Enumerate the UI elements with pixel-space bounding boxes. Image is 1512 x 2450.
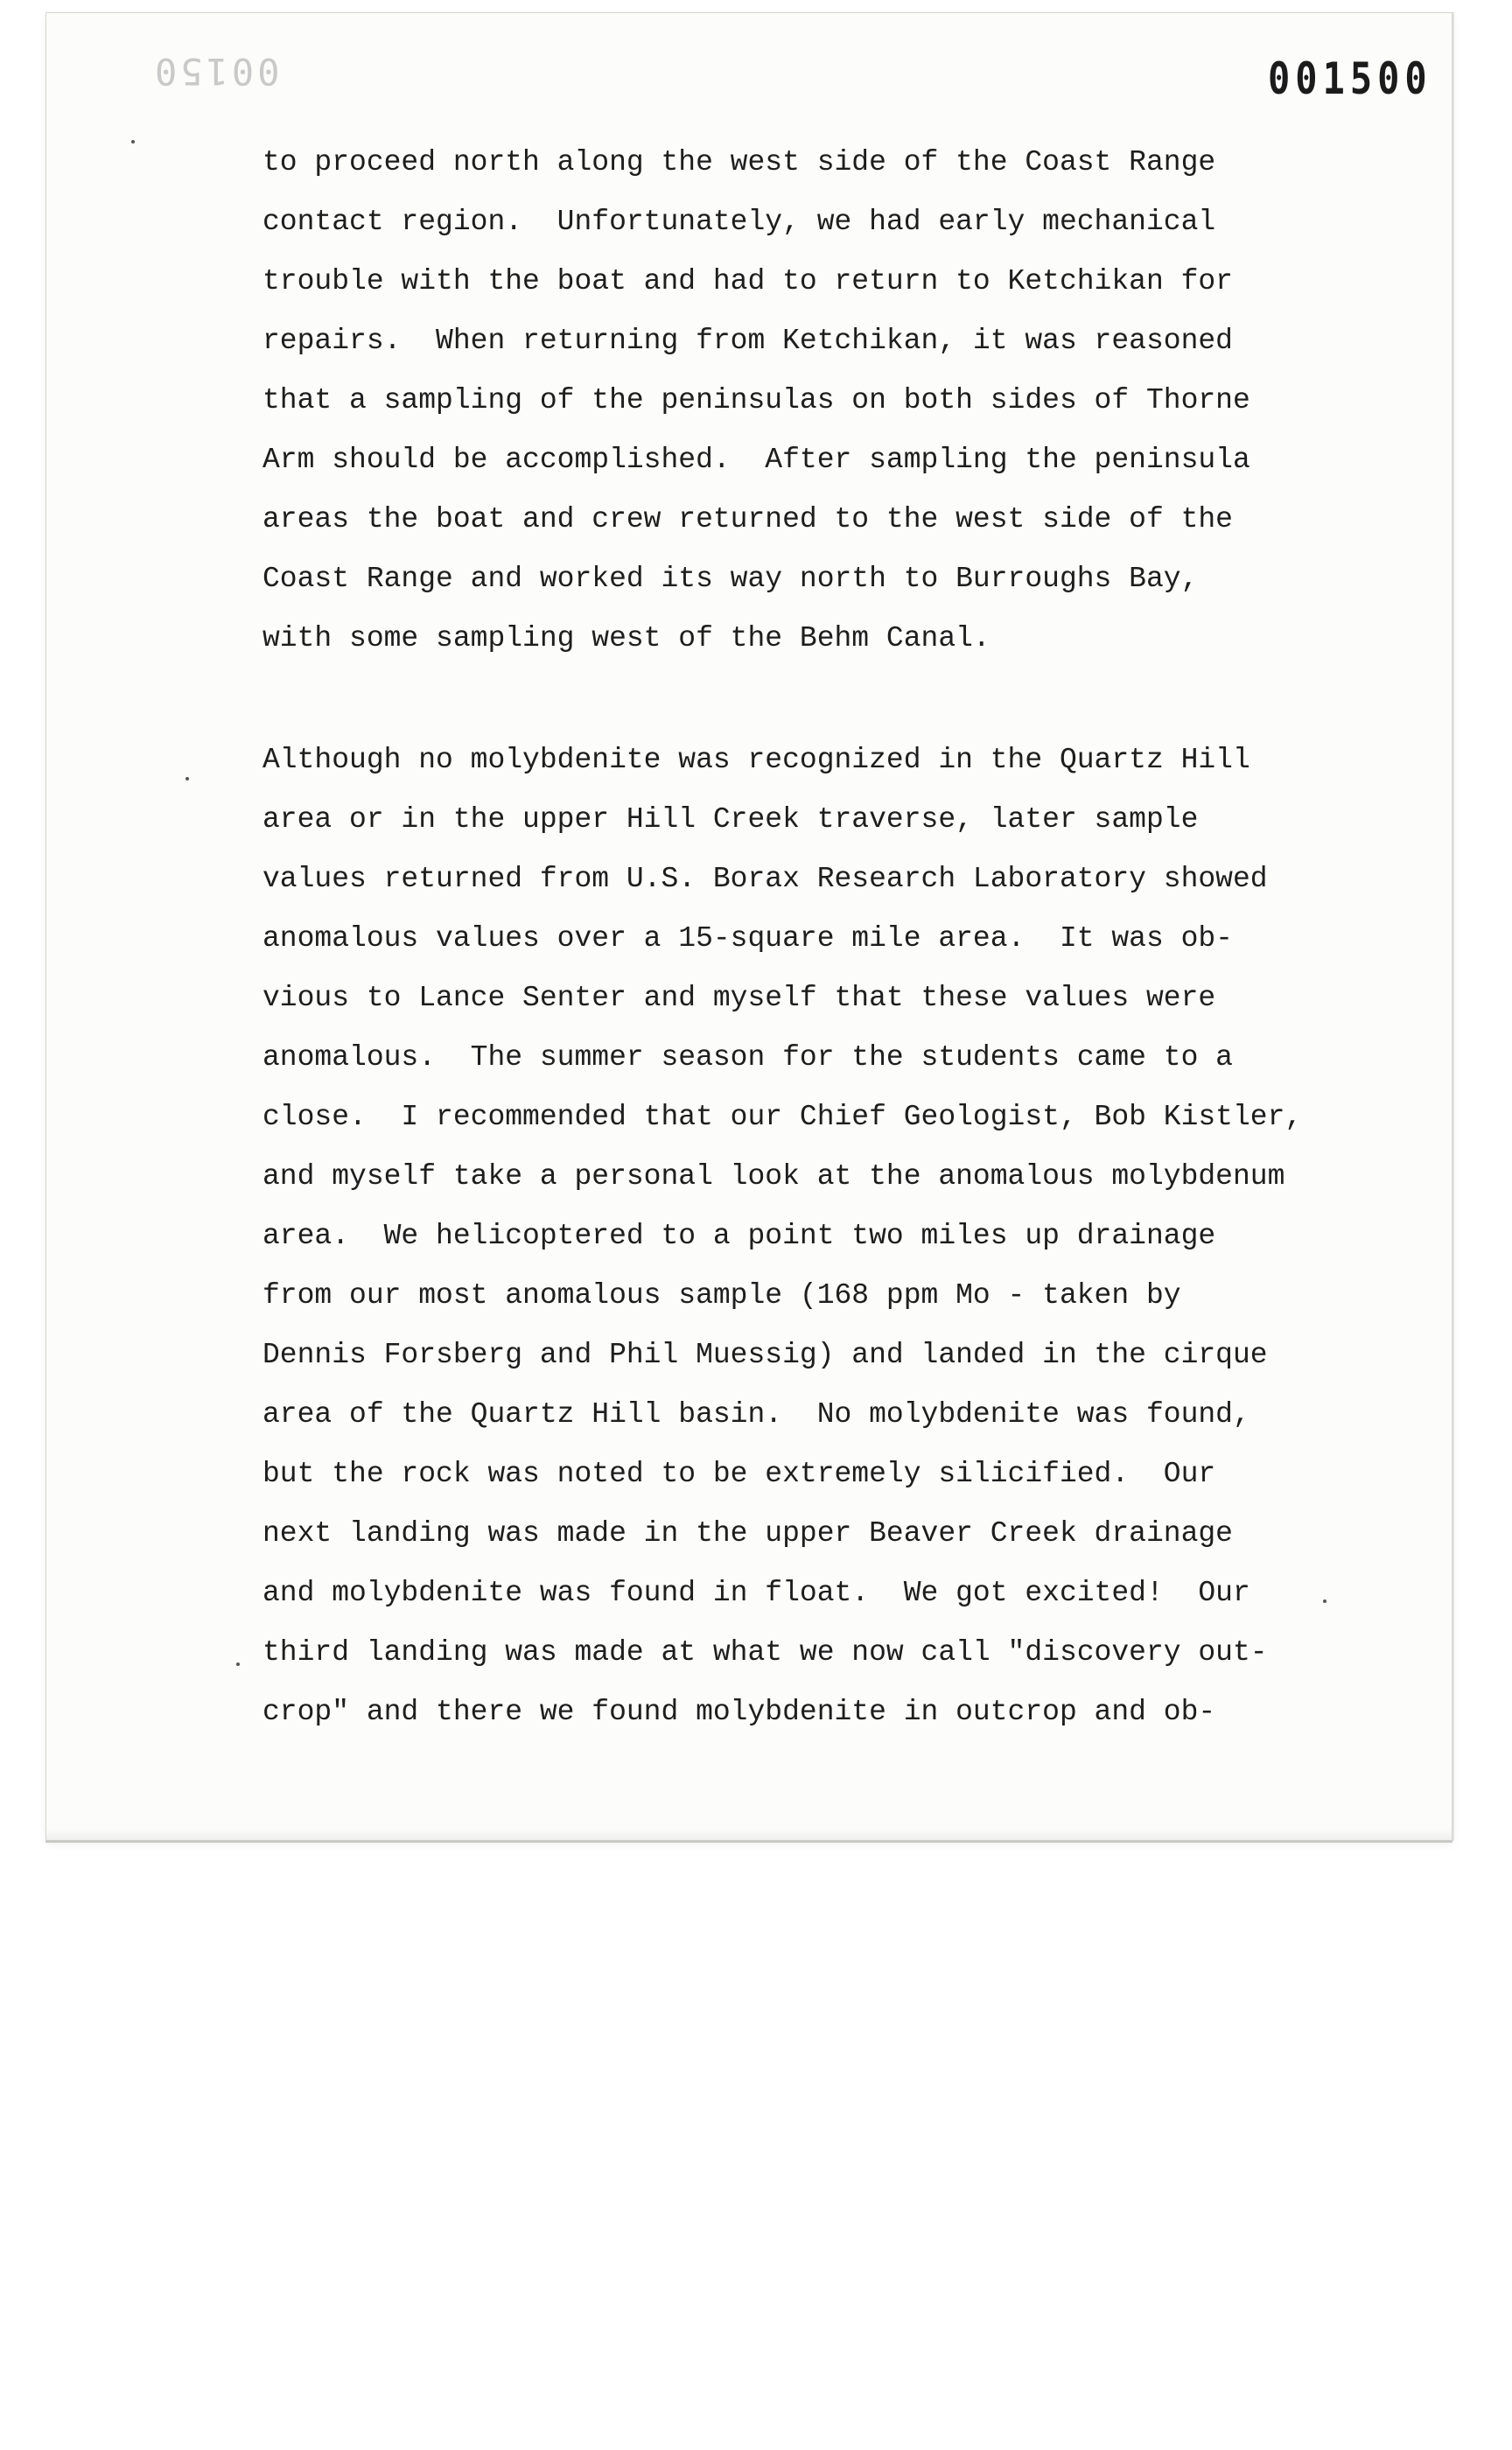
page-number-stamp: 001500 xyxy=(1268,53,1432,104)
text-line: area. We helicoptered to a point two miles up drainage xyxy=(262,1220,1216,1252)
text-line: close. I recommended that our Chief Geologist, Bob Kistler, xyxy=(262,1101,1303,1133)
text-line: areas the boat and crew returned to the west side of the xyxy=(262,503,1233,536)
text-line: to proceed north along the west side of the Coast Range xyxy=(262,146,1216,178)
paragraph-boat-trip xyxy=(262,133,1250,668)
scan-speck xyxy=(1323,1600,1326,1603)
text-line: and myself take a personal look at the anomalous molybdenum xyxy=(262,1160,1285,1193)
paragraph-discovery xyxy=(262,731,1302,1742)
text-line: anomalous. The summer season for the students came to a xyxy=(262,1041,1233,1074)
text-line: third landing was made at what we now call "discovery out- xyxy=(262,1636,1268,1669)
text-line: from our most anomalous sample (168 ppm Mo - taken by xyxy=(262,1279,1181,1312)
text-line: Dennis Forsberg and Phil Muessig) and landed in the cirque xyxy=(262,1339,1268,1371)
scan-speck xyxy=(131,140,135,144)
text-line: crop" and there we found molybdenite in outcrop and ob- xyxy=(262,1696,1216,1728)
text-line: that a sampling of the peninsulas on both sides of Thorne xyxy=(262,384,1250,416)
text-line: and molybdenite was found in float. We got excited! Our xyxy=(262,1577,1250,1609)
bleed-through-stamp: 00150 xyxy=(151,50,280,93)
text-line: Coast Range and worked its way north to Burroughs Bay, xyxy=(262,563,1199,595)
text-line: trouble with the boat and had to return to Ketchikan for xyxy=(262,265,1233,298)
text-line: Although no molybdenite was recognized in the Quartz Hill xyxy=(262,744,1250,776)
text-line: but the rock was noted to be extremely silicified. Our xyxy=(262,1458,1216,1490)
text-line: repairs. When returning from Ketchikan, it was reasoned xyxy=(262,325,1233,357)
text-line: Arm should be accomplished. After sampling the peninsula xyxy=(262,444,1250,476)
text-line: area or in the upper Hill Creek traverse, later sample xyxy=(262,803,1199,836)
text-line: anomalous values over a 15-square mile area. It was ob- xyxy=(262,922,1233,955)
scan-speck xyxy=(186,777,189,780)
scan-speck xyxy=(236,1662,240,1666)
text-line: with some sampling west of the Behm Canal. xyxy=(262,622,990,654)
text-line: contact region. Unfortunately, we had early mechanical xyxy=(262,206,1216,238)
text-line: values returned from U.S. Borax Research Laboratory showed xyxy=(262,863,1268,895)
text-line: area of the Quartz Hill basin. No molybdenite was found, xyxy=(262,1398,1250,1431)
text-line: next landing was made in the upper Beaver Creek drainage xyxy=(262,1517,1233,1550)
text-line: vious to Lance Senter and myself that these values were xyxy=(262,982,1216,1014)
